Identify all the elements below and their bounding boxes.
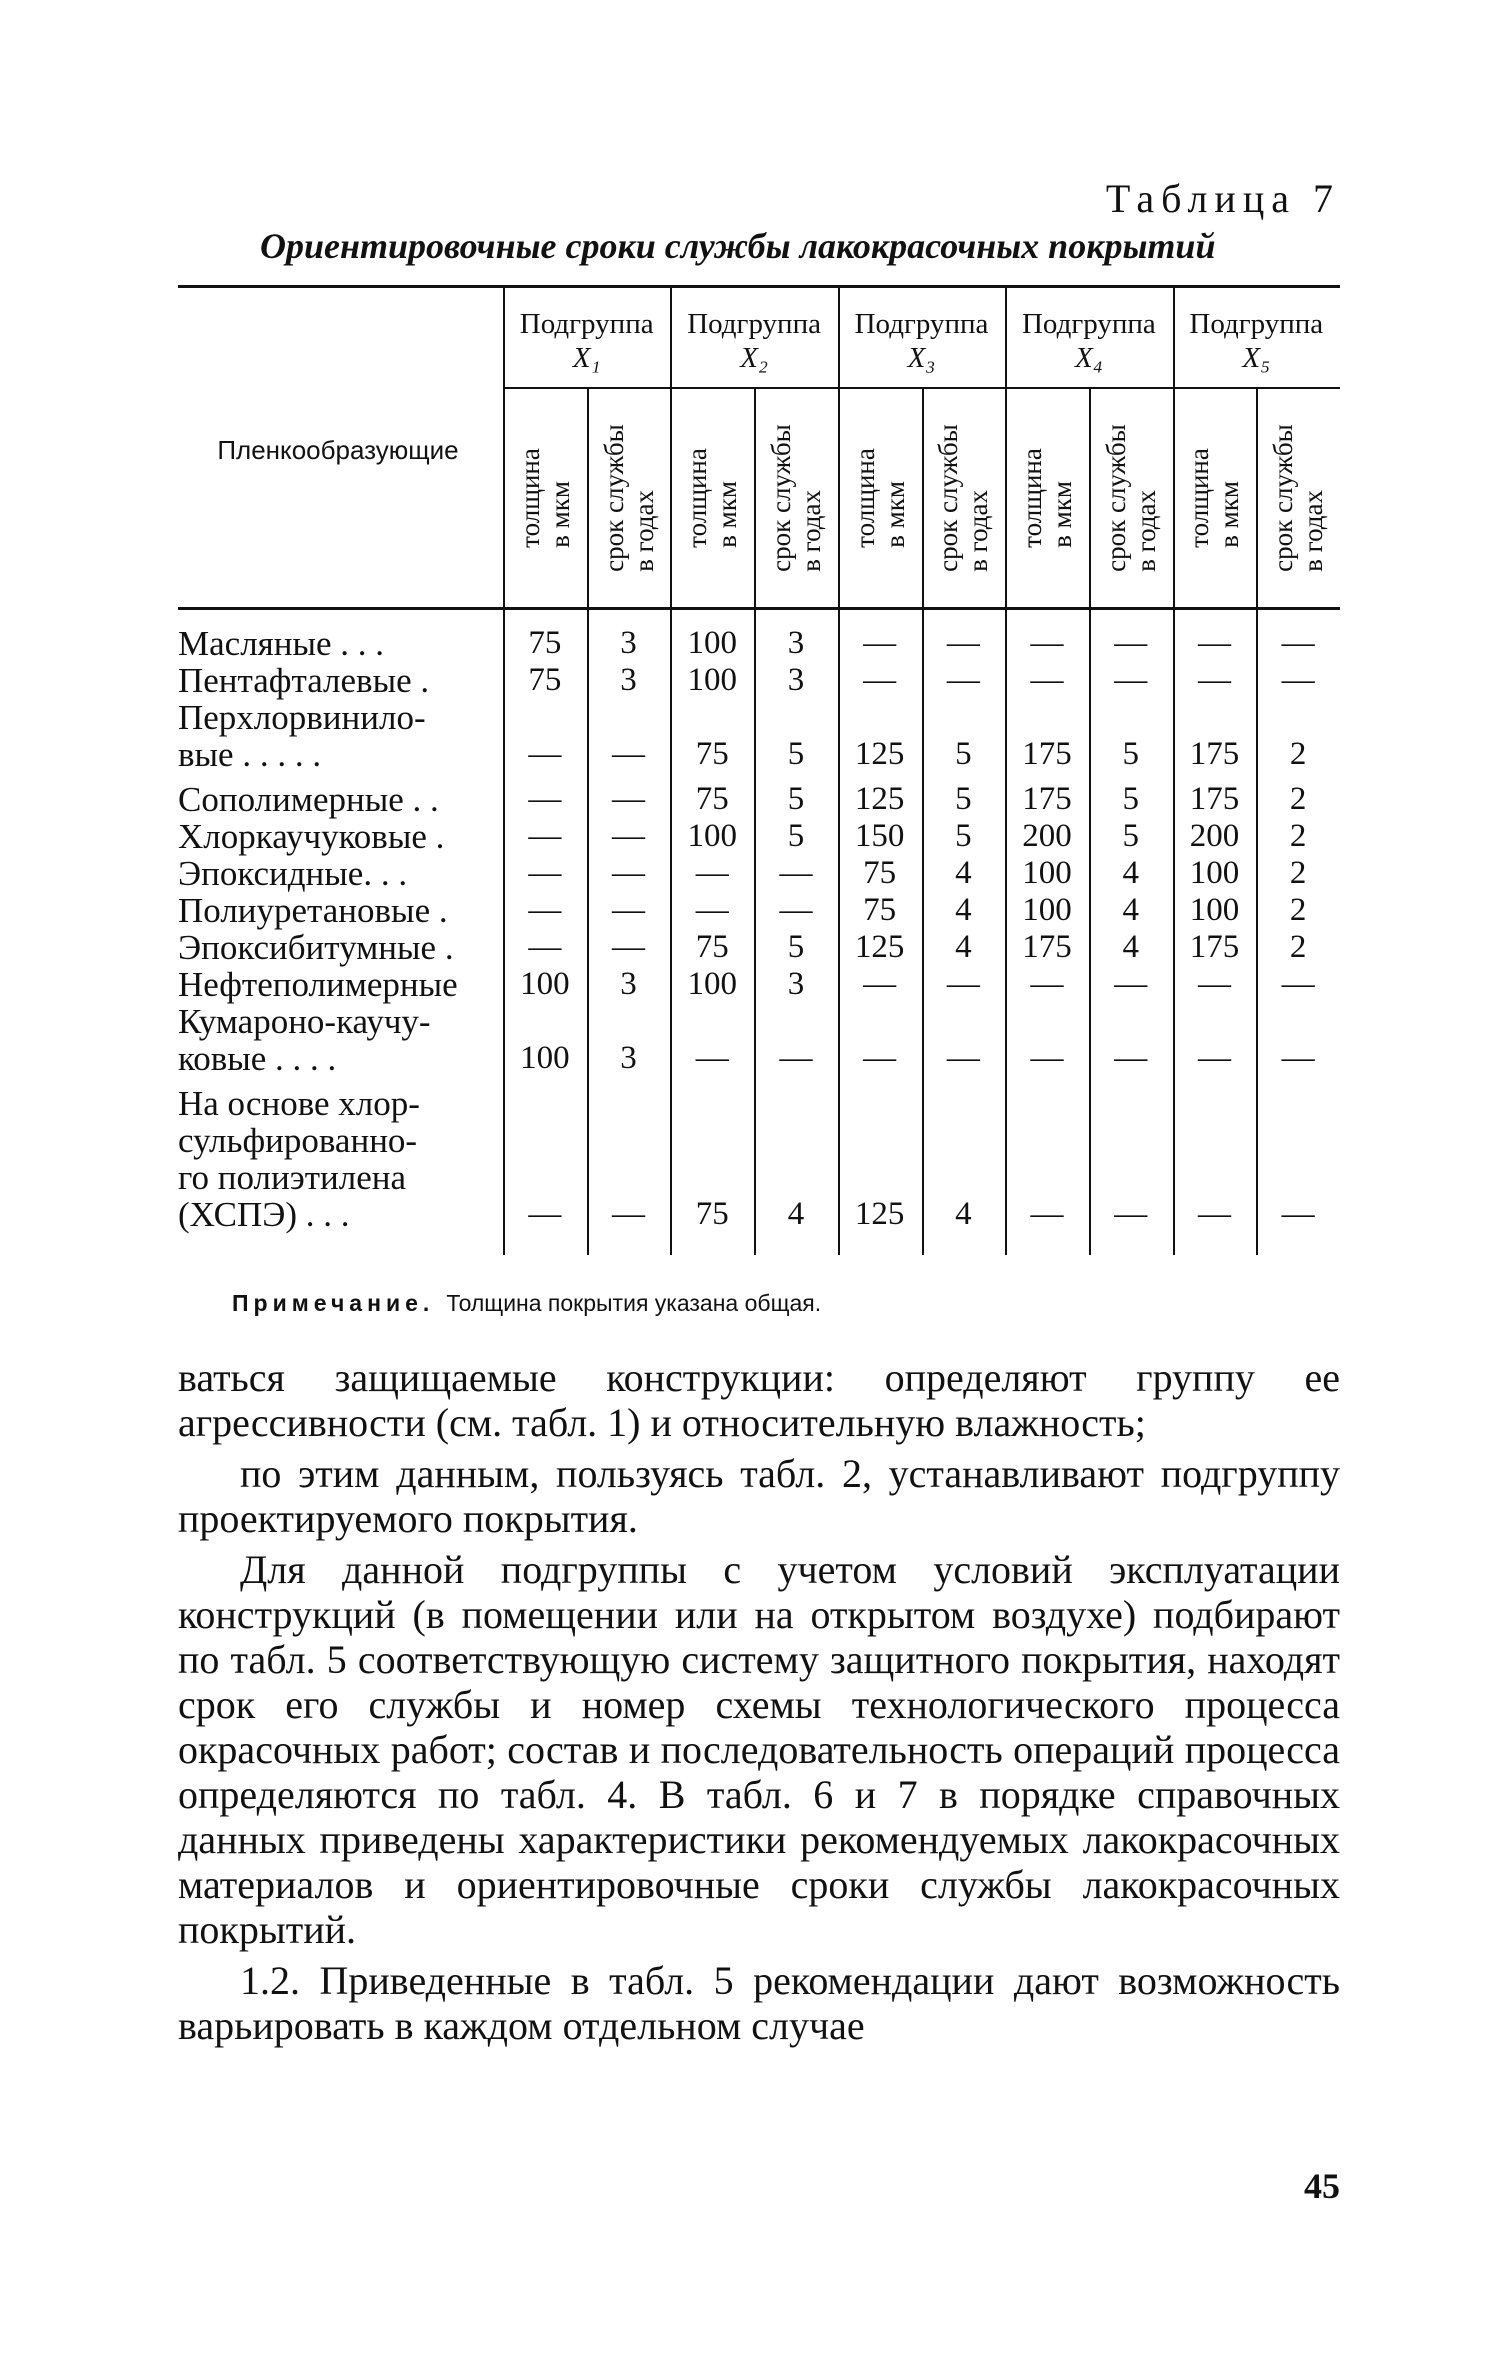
table-cell: 4 — [1122, 929, 1139, 965]
service-life-label: срок службы в годах — [1268, 424, 1329, 572]
subgroup-symbol: X₂ — [740, 342, 768, 374]
table-cell: 100 — [687, 818, 737, 854]
table-cell: — — [779, 1040, 813, 1076]
table-cell: — — [612, 736, 646, 772]
note-text: Толщина покрытия указана общая. — [446, 1290, 822, 1316]
table-cell: 3 — [620, 966, 637, 1002]
table-cell: 100 — [1022, 892, 1072, 928]
table-cell: — — [863, 1040, 897, 1076]
table-cell: — — [1281, 1040, 1315, 1076]
table-cell: 5 — [787, 818, 805, 854]
table-cell: 175 — [1189, 781, 1240, 817]
subgroup-header — [838, 307, 1005, 375]
service-life-header — [1089, 393, 1173, 603]
thickness-header — [1173, 393, 1257, 603]
row-name: Сополимерные . . — [178, 780, 439, 819]
table-cell: — — [1281, 662, 1315, 698]
column-divider — [587, 387, 589, 1255]
table-cell: 75 — [695, 781, 729, 817]
table-cell: — — [612, 892, 646, 928]
body-text — [178, 1355, 1340, 2048]
table-cell: 5 — [1122, 736, 1139, 772]
service-life-header — [922, 393, 1006, 603]
subgroup-symbol: X₁ — [572, 342, 601, 374]
table-top-rule — [178, 285, 1340, 288]
service-life-header — [754, 393, 838, 603]
table-cell: — — [1030, 1196, 1064, 1232]
table-cell: — — [528, 781, 562, 817]
table-cell: 3 — [787, 662, 805, 698]
table-cell: 3 — [787, 625, 805, 661]
table-cell: — — [779, 892, 813, 928]
table-cell: — — [528, 1196, 562, 1232]
table-cell: — — [1114, 966, 1148, 1002]
column-divider — [670, 285, 672, 1255]
table-cell: 100 — [1022, 855, 1072, 891]
subgroup-label: Подгруппа — [687, 308, 821, 340]
table-cell: 5 — [955, 818, 972, 854]
table-cell: 150 — [854, 818, 905, 854]
table-cell: — — [695, 855, 729, 891]
table-cell: — — [528, 929, 562, 965]
table-cell: — — [1197, 966, 1231, 1002]
subgroup-symbol: X₃ — [907, 342, 936, 374]
table-cell: 2 — [1289, 736, 1307, 772]
service-life-label: срок службы в годах — [765, 424, 826, 572]
table-cell: — — [863, 625, 897, 661]
table-cell: 175 — [1022, 929, 1072, 965]
thickness-header — [503, 393, 587, 603]
table-cell: 2 — [1289, 855, 1307, 891]
thickness-label: толщина в мкм — [514, 448, 575, 548]
table-cell: — — [1114, 1040, 1148, 1076]
table-cell: 4 — [1122, 892, 1139, 928]
table-cell: 125 — [854, 1196, 905, 1232]
subgroup-symbol: X₄ — [1074, 342, 1103, 374]
table-cell: — — [612, 855, 646, 891]
table-cell: 4 — [955, 929, 972, 965]
row-name: Хлоркаучуковые . — [178, 817, 445, 856]
subgroup-header — [1005, 307, 1172, 375]
table-cell: 75 — [528, 625, 562, 661]
table-cell: — — [1281, 966, 1315, 1002]
table-cell: — — [1114, 662, 1148, 698]
row-name: Масляные . . . — [178, 624, 385, 663]
table-cell: — — [1114, 625, 1148, 661]
row-name: Перхлорвинило- вые . . . . . — [178, 698, 426, 774]
service-life-label: срок службы в годах — [1100, 424, 1161, 572]
service-life-header — [1256, 393, 1340, 603]
subgroup-header — [503, 307, 670, 375]
header-film-formers: Пленкообразующие — [217, 435, 459, 465]
table-cell: 4 — [955, 892, 972, 928]
table-cell: 175 — [1022, 736, 1072, 772]
thickness-label: толщина в мкм — [849, 448, 910, 548]
thickness-header — [1005, 393, 1089, 603]
thickness-header — [838, 393, 922, 603]
column-divider — [838, 285, 840, 1255]
paragraph-1: ваться защищаемые конструкции: определяют группу ее агрессивности (см. табл. 1) и относительную влажность; — [178, 1355, 1340, 1445]
table-cell: 175 — [1022, 781, 1072, 817]
table-cell: — — [612, 929, 646, 965]
table-cell: 175 — [1189, 929, 1240, 965]
table-cell: 2 — [1289, 929, 1307, 965]
table-cell: — — [946, 966, 980, 1002]
table-cell: 4 — [955, 1196, 972, 1232]
table-cell: 125 — [854, 929, 905, 965]
table-cell: 75 — [863, 855, 897, 891]
table-cell: — — [1197, 1040, 1231, 1076]
table-label: Таблица 7 — [1105, 176, 1340, 221]
table-cell: — — [1030, 625, 1064, 661]
table-cell: 125 — [854, 781, 905, 817]
column-divider — [503, 285, 505, 1255]
table-cell: — — [1114, 1196, 1148, 1232]
row-name: На основе хлор- сульфированно- го полиэтилена (ХСПЭ) . . . — [178, 1084, 420, 1234]
table-cell: — — [779, 855, 813, 891]
table-cell: 125 — [854, 736, 905, 772]
table-cell: 100 — [520, 966, 570, 1002]
table-cell: — — [863, 966, 897, 1002]
table-cell: 5 — [955, 736, 972, 772]
table-cell: — — [528, 818, 562, 854]
table-cell: 5 — [1122, 818, 1139, 854]
table-cell: 175 — [1189, 736, 1240, 772]
table-cell: — — [1281, 625, 1315, 661]
table-cell: — — [1197, 1196, 1231, 1232]
table-cell: 75 — [695, 1196, 729, 1232]
table-cell: 5 — [787, 781, 805, 817]
table-cell: 5 — [955, 781, 972, 817]
subgroup-label: Подгруппа — [1189, 308, 1324, 340]
service-life-label: срок службы в годах — [933, 424, 994, 572]
table-cell: — — [946, 625, 980, 661]
table-cell: 75 — [528, 662, 562, 698]
table-cell: 100 — [520, 1040, 570, 1076]
table-cell: 75 — [695, 736, 729, 772]
row-name: Нефтеполимерные — [178, 965, 458, 1004]
subgroup-label: Подгруппа — [519, 308, 654, 340]
table-title: Ориентировочные сроки службы лакокрасочных покрытий — [260, 226, 1216, 266]
table-cell: — — [612, 781, 646, 817]
row-name: Кумароно-каучу- ковые . . . . — [178, 1002, 431, 1078]
table-cell: 75 — [695, 929, 729, 965]
table-cell: 100 — [1189, 855, 1240, 891]
column-divider — [1089, 387, 1091, 1255]
service-life-label: срок службы в годах — [598, 424, 659, 572]
table-cell: — — [1030, 1040, 1064, 1076]
row-name: Эпоксибитумные . — [178, 928, 454, 967]
table-cell: 100 — [687, 966, 737, 1002]
table-cell: — — [695, 1040, 729, 1076]
paragraph-4: 1.2. Приведенные в табл. 5 рекомендации дают возможность варьировать в каждом отдельном случае — [178, 1958, 1340, 2048]
table-cell: — — [1197, 625, 1231, 661]
table-cell: — — [528, 892, 562, 928]
subgroup-label: Подгруппа — [1021, 308, 1156, 340]
paragraph-2: по этим данным, пользуясь табл. 2, устанавливают подгруппу проектируемого покрытия. — [178, 1451, 1340, 1541]
table-cell: 4 — [1122, 855, 1139, 891]
table-cell: 5 — [787, 929, 805, 965]
thickness-header — [670, 393, 754, 603]
thickness-label: толщина в мкм — [1017, 448, 1078, 548]
service-life-table — [178, 285, 1340, 1255]
column-divider — [1256, 387, 1258, 1255]
table-cell: — — [946, 662, 980, 698]
subgroup-header — [1173, 307, 1340, 375]
table-cell: 4 — [787, 1196, 805, 1232]
paragraph-3: Для данной подгруппы с учетом условий эксплуатации конструкций (в помещении или на открытом воздухе) подбирают по табл. 5 соответствующую систему защитного покрытия, находят срок его службы и номер схемы технологического процесса окрасочных работ; состав и последовательность операций процесса определяются по табл. 4. В табл. 6 и 7 в порядке справочных данных приведены характеристики рекомендуемых лакокрасочных материалов и ориентировочные сроки службы лакокрасочных покрытий. — [178, 1547, 1340, 1952]
table-cell: 75 — [863, 892, 897, 928]
table-cell: — — [1281, 1196, 1315, 1232]
column-divider — [1173, 285, 1175, 1255]
table-cell: — — [528, 855, 562, 891]
table-cell: — — [695, 892, 729, 928]
subgroup-symbol: X₅ — [1242, 342, 1271, 374]
table-cell: — — [1030, 966, 1064, 1002]
table-cell: — — [612, 1196, 646, 1232]
table-cell: 4 — [955, 855, 972, 891]
table-header-rule — [178, 607, 1340, 610]
table-cell: — — [1030, 662, 1064, 698]
table-cell: — — [946, 1040, 980, 1076]
table-cell: — — [863, 662, 897, 698]
column-divider — [922, 387, 924, 1255]
table-cell: — — [612, 818, 646, 854]
table-cell: 3 — [620, 625, 637, 661]
table-cell: 2 — [1289, 781, 1307, 817]
table-cell: 100 — [687, 625, 737, 661]
table-cell: 2 — [1289, 818, 1307, 854]
row-name: Полиуретановые . — [178, 891, 448, 930]
table-cell: 200 — [1189, 818, 1240, 854]
thickness-label: толщина в мкм — [682, 448, 743, 548]
table-note — [232, 1290, 821, 1317]
subgroup-header — [670, 307, 837, 375]
table-cell: 5 — [1122, 781, 1139, 817]
table-cell: — — [528, 736, 562, 772]
table-cell: — — [1197, 662, 1231, 698]
subgroup-label: Подгруппа — [854, 308, 989, 340]
table-cell: 3 — [787, 966, 805, 1002]
table-cell: 200 — [1022, 818, 1072, 854]
table-cell: 3 — [620, 1040, 637, 1076]
row-name: Эпоксидные. . . — [178, 854, 408, 893]
page-number: 45 — [1304, 2166, 1340, 2206]
note-label: Примечание. — [232, 1290, 435, 1316]
table-cell: 2 — [1289, 892, 1307, 928]
thickness-label: толщина в мкм — [1184, 448, 1245, 548]
table-cell: 5 — [787, 736, 805, 772]
table-cell: 100 — [687, 662, 737, 698]
table-cell: 3 — [620, 662, 637, 698]
table-cell: 100 — [1189, 892, 1240, 928]
row-name: Пентафталевые . — [178, 661, 430, 700]
service-life-header — [587, 393, 671, 603]
column-divider — [1005, 285, 1007, 1255]
column-divider — [754, 387, 756, 1255]
